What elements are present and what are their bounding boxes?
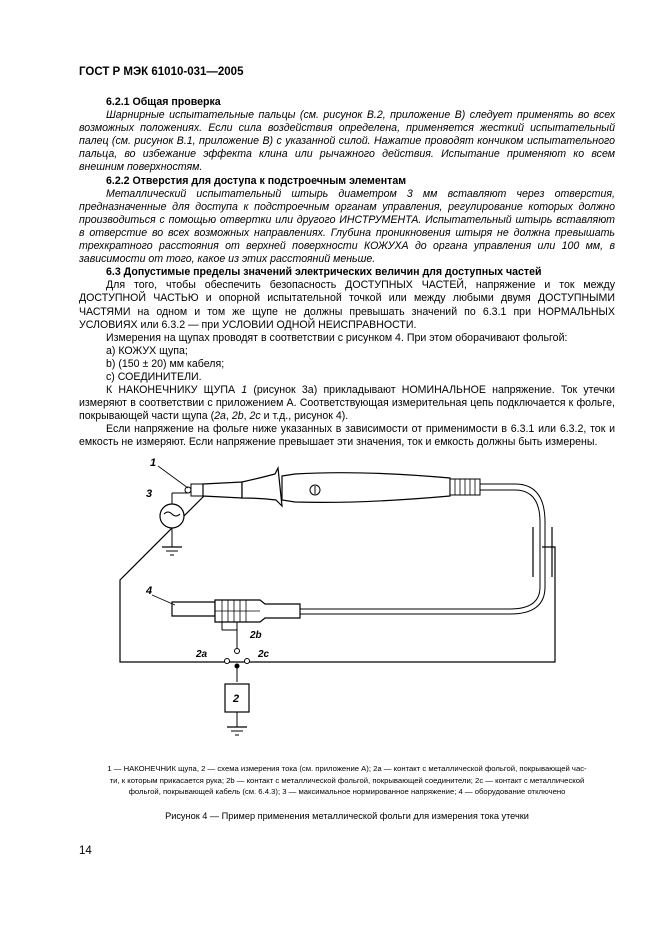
legend-line: фольгой, покрывающей кабель (см. 6.4.3); 3 — максимальное нормированное напряжение; 4 — оборудование отключено (128, 787, 566, 796)
p3-text-c: , (225, 410, 232, 423)
label-4: 4 (146, 585, 153, 597)
heading-6-2-2: 6.2.2 Отверстия для доступа к подстроечным элементам (106, 174, 407, 187)
p3-text-b: (рисунок 3а) прикладывают НОМИНАЛЬНОЕ напряжение. Ток утечки измеряют в соответствии с приложением А. Соответствующая измерительная цепь подключается к фольге, покрывающей части щупа ( (79, 384, 615, 423)
legend-line: 1 — НАКОНЕЧНИК щупа, 2 — схема измерения тока (см. приложение А); 2а — контакт с металлической фольгой, покрывающей час- (107, 764, 587, 773)
list-item: c) СОЕДИНИТЕЛИ. (106, 370, 202, 383)
paragraph-6-2-1: Шарнирные испытательные пальцы (см. рисунок В.2, приложение В) следует применять во всех возможных положениях. Если сила воздействия определена, применяется жесткий испытательный палец (см. рисунок В.1, приложение В) с указанной силой. Нажатие проводят кончиком испытательного пальца, во избежание эффекта клина или рычажного действия. Испытание применяют ко всем внешним поверхностям. (79, 109, 615, 174)
list-item: b) (150 ± 20) мм кабеля; (106, 357, 225, 370)
probe-cable (300, 484, 545, 614)
cable-foil-plates (533, 527, 552, 577)
p3-ref-2b: 2b (231, 410, 244, 423)
connector-lower (172, 600, 300, 622)
label-2b: 2b (250, 630, 262, 641)
main-text (79, 96, 615, 450)
label-3: 3 (146, 488, 153, 500)
probe-upper (185, 468, 480, 506)
probe-cable-inner (300, 490, 540, 609)
paragraph-6-3-p4: Если напряжение на фольге ниже указанных в зависимости от применимости в 6.3.1 или 6.3.2, ток и емкость не измеряют. Если напряжение превышает эти значения, ток и емкость должны быть измерены. (79, 423, 615, 449)
page-number: 14 (79, 845, 92, 857)
p3-ref-1: 1 (241, 384, 248, 397)
label-2: 2 (233, 693, 240, 705)
p3-text-d: , (243, 410, 250, 423)
figure-caption: Рисунок 4 — Пример применения металлической фольги для измерения тока утечки (165, 811, 529, 821)
paragraph-6-2-2: Металлический испытательный штырь диаметром 3 мм вставляют через отверстия, предназначенные для доступа к подстроечным органам управления, регулирование которых должно производиться с помощью отвертки или другого ИНСТРУМЕНТА. Испытательный штырь вставляют в отверстие во всех возможных направлениях. Глубина проникновения штыря не должна превышать трехкратного расстояния от верхней поверхности КОЖУХА до органа управления или 100 мм, в зависимости от того, какое из этих расстояний меньше. (79, 187, 615, 266)
p3-text-a: К НАКОНЕЧНИКУ ЩУПА (106, 384, 242, 397)
label-1: 1 (150, 457, 157, 469)
figure-4-diagram (100, 452, 590, 742)
foil-outline (120, 490, 555, 662)
figure-legend (79, 763, 615, 798)
p3-text-e: и т.д., рисунок 4). (260, 410, 349, 423)
paragraph-6-3-p1: Для того, чтобы обеспечить безопасность ДОСТУПНЫХ ЧАСТЕЙ, напряжение и ток между ДОСТУПНОЙ ЧАСТЬЮ и опорной испытательной точкой или между любыми двумя ДОСТУПНЫМИ ЧАСТЯМИ на одном и том же щупе не должны превышать значений по 6.3.1 при НОРМАЛЬНЫХ УСЛОВИЯХ или 6.3.2 — при УСЛОВИИ ОДНОЙ НЕИСПРАВНОСТИ. (79, 279, 615, 331)
document-header: ГОСТ Р МЭК 61010-031—2005 (79, 66, 244, 78)
paragraph-6-3-p2: Измерения на щупах проводят в соответствии с рисунком 4. При этом оборачивают фольгой: (106, 331, 568, 344)
paragraph-6-3-p3 (79, 384, 615, 423)
heading-6-3: 6.3 Допустимые пределы значений электрических величин для доступных частей (106, 266, 542, 279)
measurement-circuit (225, 684, 249, 735)
voltage-source (160, 493, 188, 555)
label-2a: 2a (196, 649, 208, 660)
p3-ref-2a: 2а (214, 410, 226, 423)
legend-line: ти, к которым прикасается рука; 2b — контакт с металлической фольгой, покрывающей соединители; 2с — контакт с металлической (109, 775, 585, 785)
list-item: a) КОЖУХ щупа; (106, 344, 188, 357)
p3-ref-2c: 2с (249, 410, 261, 423)
foil-contacts (222, 622, 250, 682)
label-2c: 2c (258, 649, 270, 660)
heading-6-2-1: 6.2.1 Общая проверка (106, 96, 221, 108)
